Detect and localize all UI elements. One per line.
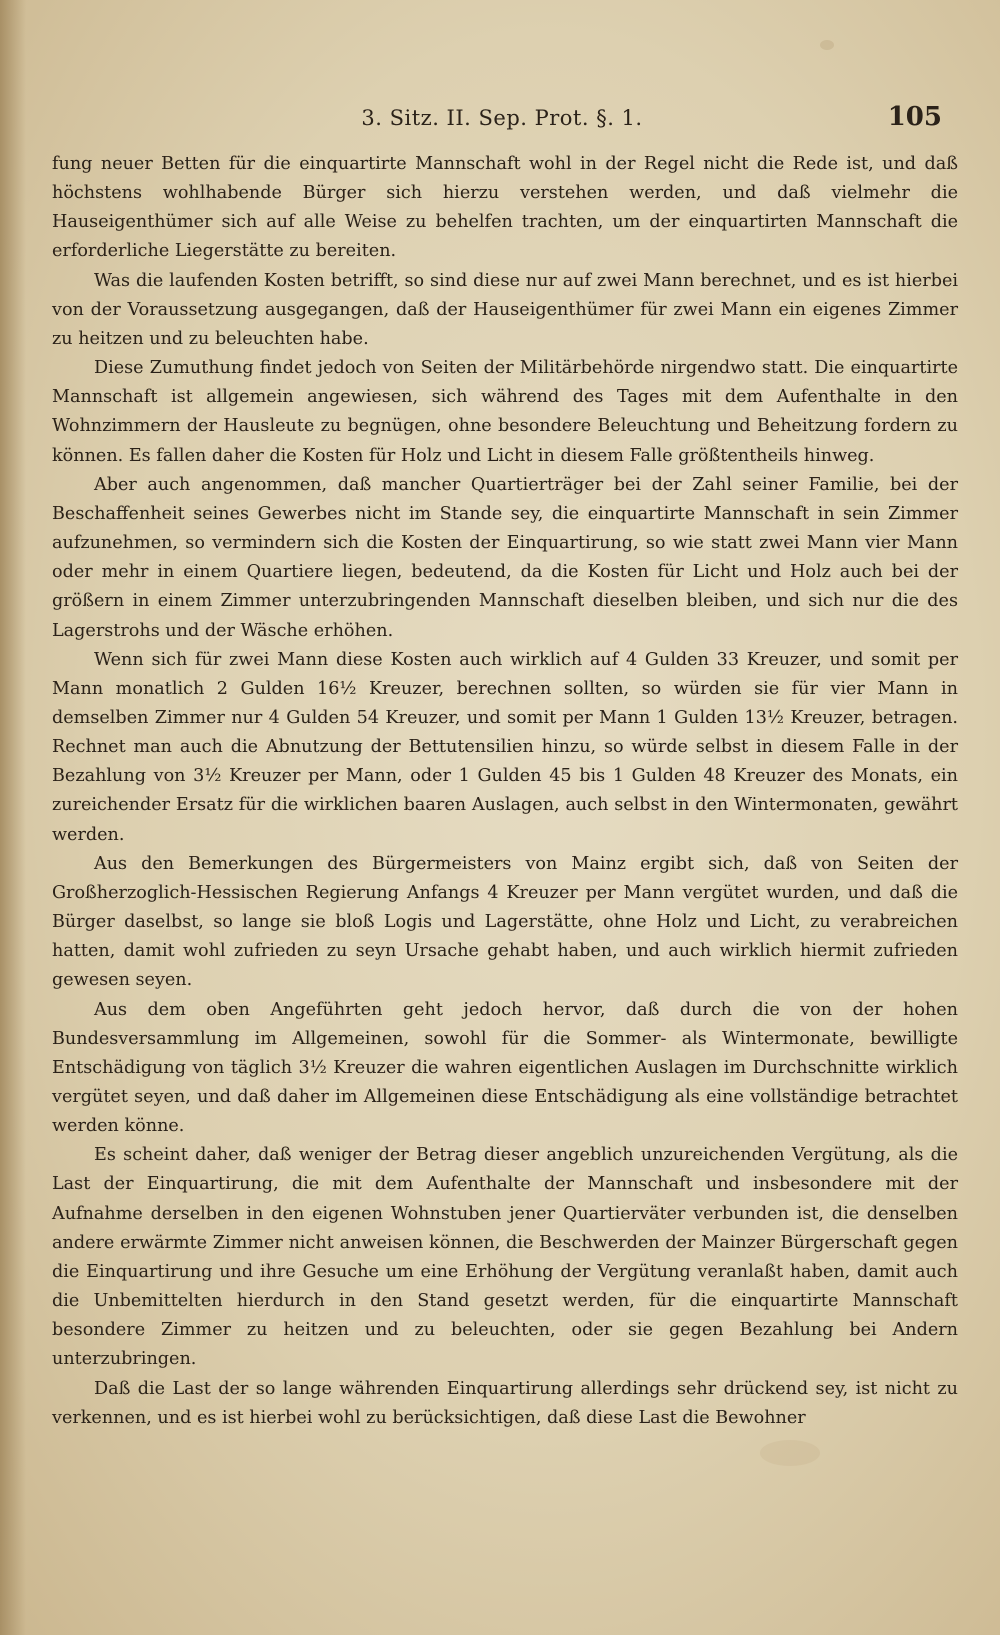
- paragraph-9: Daß die Last der so lange währenden Einquartirung allerdings sehr drückend sey, ist nicht zu verkennen, und es ist hierbei wohl zu berücksichtigen, daß diese Last die Bewohner: [52, 1378, 958, 1428]
- paragraph-7: Aus dem oben Angeführten geht jedoch hervor, daß durch die von der hohen Bundesversammlung im Allgemeinen, sowohl für die Sommer- als Wintermonate, bewilligte Entschädigung von täglich 3½ Kreuzer die wahren eigentlichen Auslagen im Durchschnitte wirklich vergütet seyen, und daß daher im Allgemeinen diese Entschädigung als eine vollständige betrachtet werden könne.: [52, 999, 958, 1137]
- paragraph-5: Wenn sich für zwei Mann diese Kosten auch wirklich auf 4 Gulden 33 Kreuzer, und somit per Mann monatlich 2 Gulden 16½ Kreuzer, berechnen sollten, so würden sie für vier Mann in demselben Zimmer nur 4 Gulden 54 Kreuzer, und somit per Mann 1 Gulden 13½ Kreuzer, betragen. Rechnet man auch die Abnutzung der Bettutensilien hinzu, so würde selbst in diesem Falle in der Bezahlung von 3½ Kreuzer per Mann, oder 1 Gulden 45 bis 1 Gulden 48 Kreuzer des Monats, ein zureichender Ersatz für die wirklichen baaren Auslagen, auch selbst in den Wintermonaten, gewährt werden.: [52, 649, 958, 845]
- page-edge-shadow: [0, 0, 26, 1635]
- paper-spot: [820, 40, 834, 50]
- paragraph-4: Aber auch angenommen, daß mancher Quartierträger bei der Zahl seiner Familie, bei der Beschaffenheit seines Gewerbes nicht im Stande sey, die einquartirte Mannschaft in sein Zimmer aufzunehmen, so vermindern sich die Kosten der Einquartirung, so wie statt zwei Mann vier Mann oder mehr in einem Quartiere liegen, bedeutend, da die Kosten für Licht und Holz auch bei der größern in einem Zimmer unterzubringenden Mannschaft dieselben bleiben, und sich nur die des Lagerstrohs und der Wäsche erhöhen.: [52, 474, 958, 641]
- paragraph-1: fung neuer Betten für die einquartirte Mannschaft wohl in der Regel nicht die Rede ist, und daß höchstens wohlhabende Bürger sich hierzu verstehen werden, und daß vielmehr die Hauseigenthümer sich auf alle Weise zu behelfen trachten, um der einquartirten Mannschaft die erforderliche Liegerstätte zu bereiten.: [52, 154, 958, 262]
- paragraph-8: Es scheint daher, daß weniger der Betrag dieser angeblich unzureichenden Vergütung, als die Last der Einquartirung, die mit dem Aufenthalte der Mannschaft und insbesondere mit der Aufnahme derselben in den eigenen Wohnstuben jener Quartierväter verbunden ist, die denselben andere erwärmte Zimmer nicht anweisen können, die Beschwerden der Mainzer Bürgerschaft gegen die Einquartirung und ihre Gesuche um eine Erhöhung der Vergütung veranlaßt haben, damit auch die Unbemittelten hierdurch in den Stand gesetzt werden, für die einquartirte Mannschaft besondere Zimmer zu heitzen und zu beleuchten, oder sie gegen Bezahlung bei Andern unterzubringen.: [52, 1145, 958, 1370]
- running-head: 3. Sitz. II. Sep. Prot. §. 1.: [361, 106, 643, 130]
- paper-stain: [760, 1440, 820, 1466]
- body-text: [52, 150, 958, 1433]
- page-header: [52, 100, 952, 140]
- paragraph-6: Aus den Bemerkungen des Bürgermeisters von Mainz ergibt sich, daß von Seiten der Großherzoglich-Hessischen Regierung Anfangs 4 Kreuzer per Mann vergütet wurden, und daß die Bürger daselbst, so lange sie bloß Logis und Lagerstätte, ohne Holz und Licht, zu verabreichen hatten, damit wohl zufrieden zu seyn Ursache gehabt haben, und auch wirklich hiermit zufrieden gewesen seyen.: [52, 853, 958, 991]
- paragraph-3: Diese Zumuthung findet jedoch von Seiten der Militärbehörde nirgendwo statt. Die einquartirte Mannschaft ist allgemein angewiesen, sich während des Tages mit dem Aufenthalte in den Wohnzimmern der Hausleute zu begnügen, ohne besondere Beleuchtung und Beheitzung fordern zu können. Es fallen daher die Kosten für Holz und Licht in diesem Falle größtentheils hinweg.: [52, 358, 958, 466]
- paragraph-2: Was die laufenden Kosten betrifft, so sind diese nur auf zwei Mann berechnet, und es ist hierbei von der Voraussetzung ausgegangen, daß der Hauseigenthümer für zwei Mann ein eigenes Zimmer zu heitzen und zu beleuchten habe.: [52, 270, 958, 349]
- page-number: 105: [887, 102, 942, 132]
